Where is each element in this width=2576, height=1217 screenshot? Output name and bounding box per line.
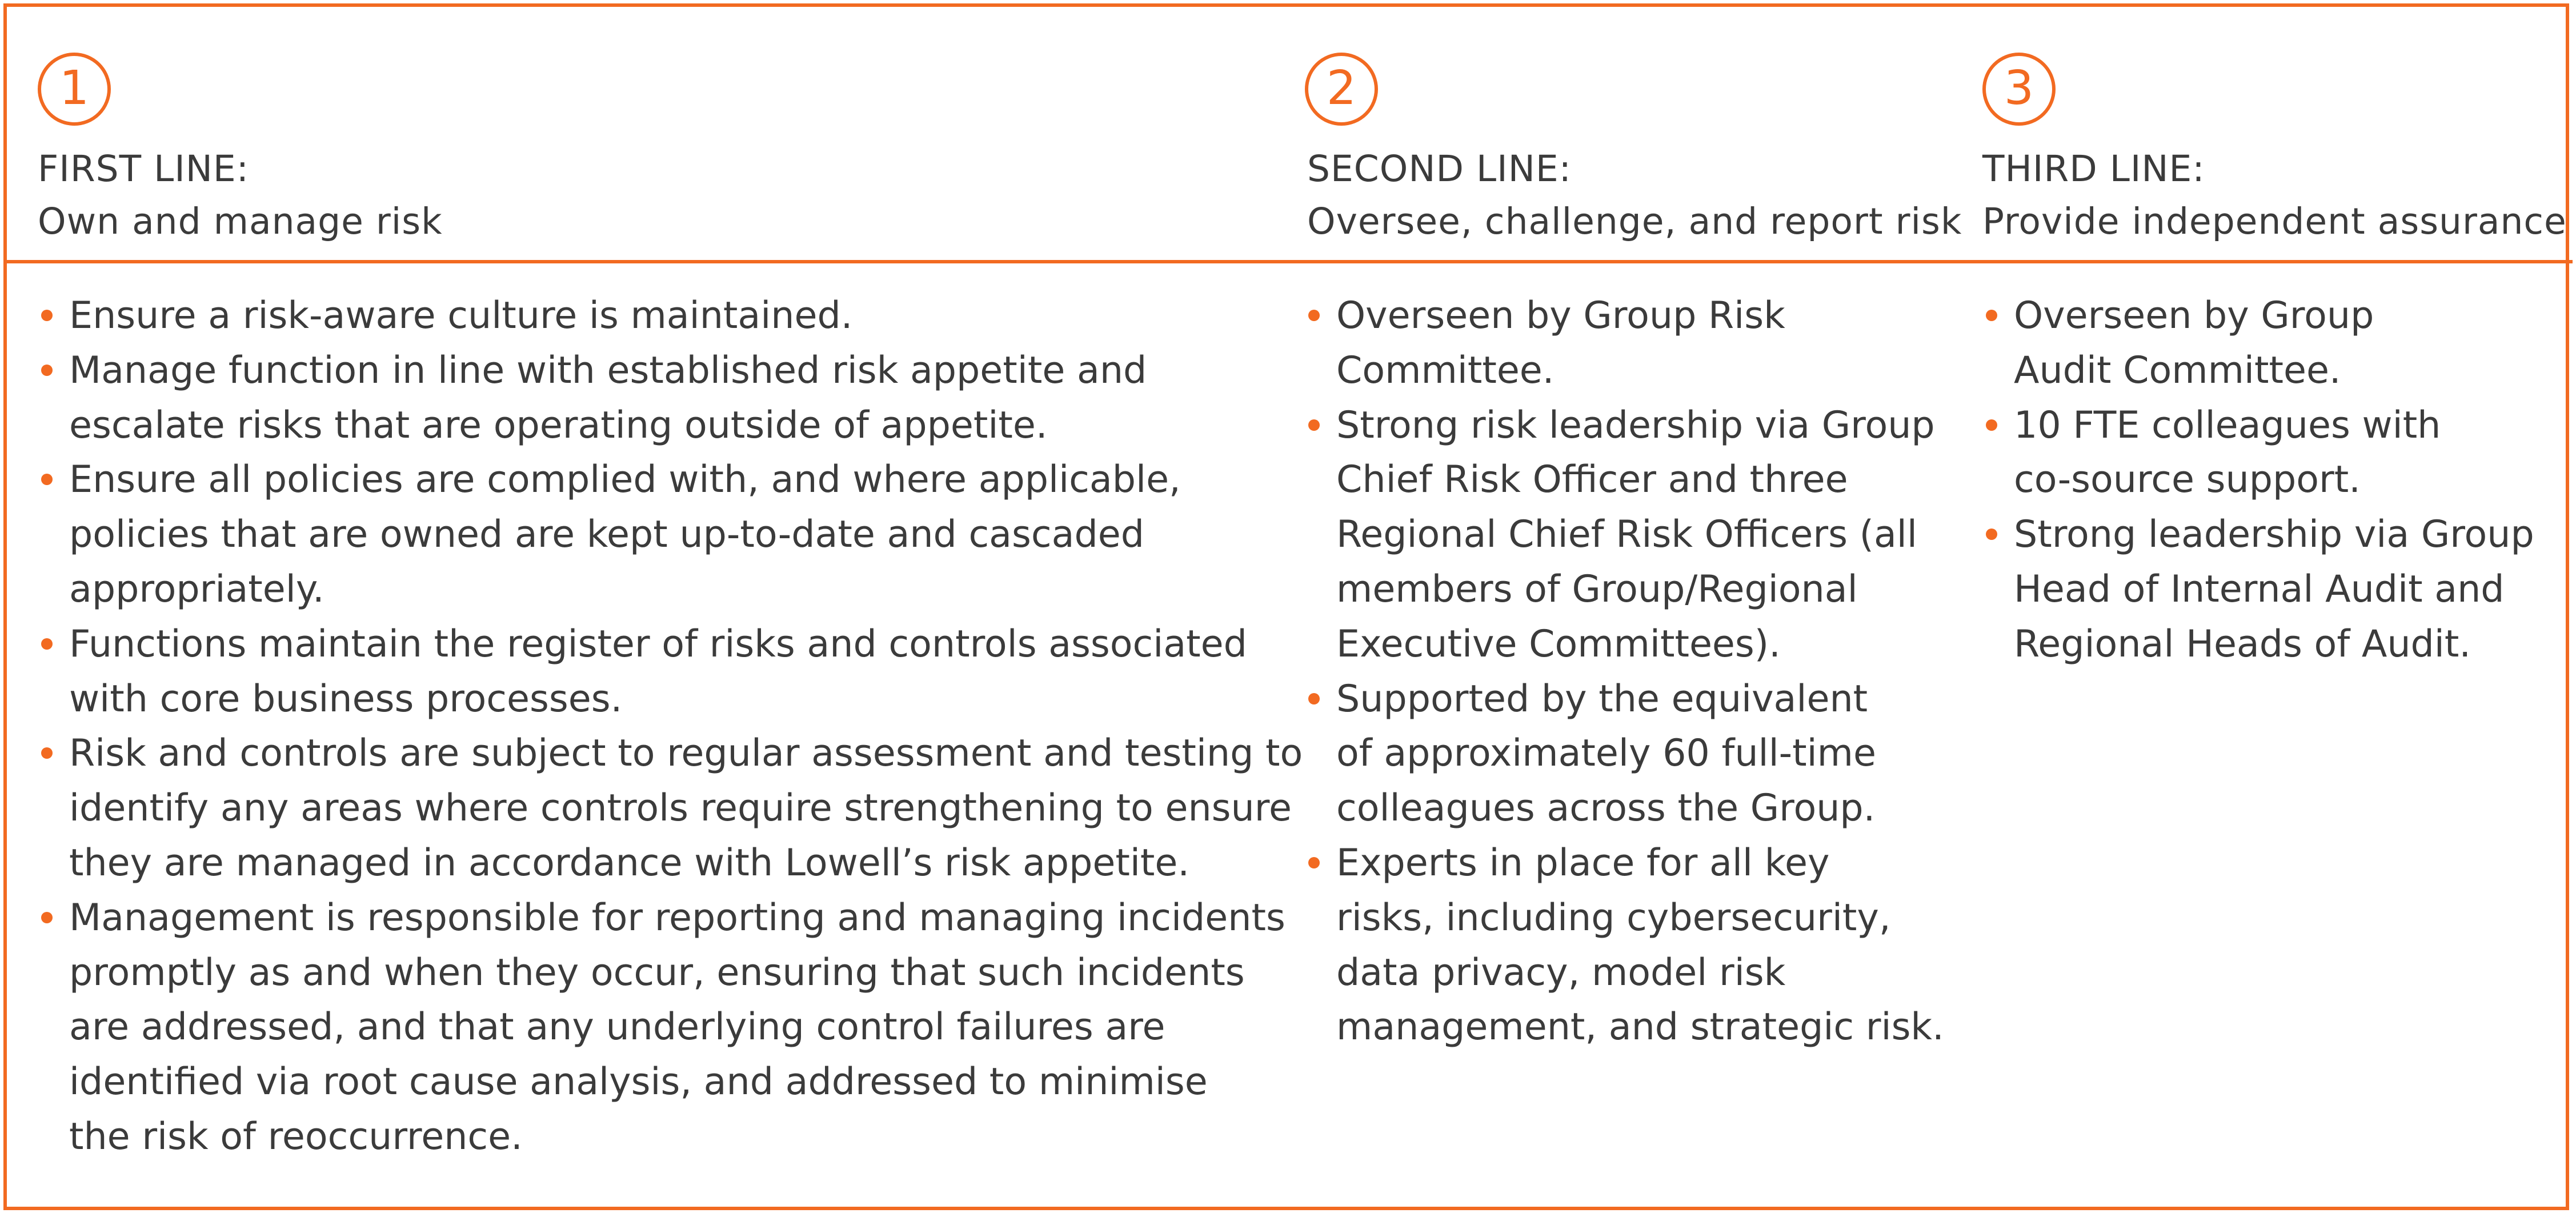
bullet-line: Regional Heads of Audit. (2014, 622, 2471, 666)
bullet-line: risks, including cybersecurity, (1336, 896, 1891, 939)
bullet-line: Manage function in line with established risk appetite and (69, 349, 1147, 392)
bullet-line: Executive Committees). (1336, 622, 1781, 666)
bullet-list (38, 289, 1303, 1164)
bullet-item (1305, 836, 1944, 1055)
column-heading (1307, 143, 1962, 248)
bullet-line: appropriately. (69, 567, 324, 611)
bullet-item (1982, 289, 2534, 398)
bullet-line: Experts in place for all key (1336, 841, 1830, 884)
bullet-line: Risk and controls are subject to regular assessment and testing to (69, 732, 1303, 775)
bullet-line: escalate risks that are operating outside of appetite. (69, 403, 1048, 447)
bullet-line: management, and strategic risk. (1336, 1006, 1944, 1049)
bullet-line: Head of Internal Audit and (2014, 567, 2505, 611)
bullet-line: the risk of reoccurrence. (69, 1115, 523, 1158)
bullet-line: identified via root cause analysis, and addressed to minimise (69, 1060, 1208, 1104)
bullet-item (1305, 672, 1944, 836)
column-heading (38, 143, 443, 248)
bullet-line: Supported by the equivalent (1336, 677, 1868, 720)
bullet-list (1305, 289, 1944, 1055)
bullet-line: identify any areas where controls require strengthening to ensure (69, 787, 1292, 830)
bullet-line: 10 FTE colleagues with (2014, 403, 2441, 447)
number-badge: 1 (38, 53, 111, 126)
bullet-line: colleagues across the Group. (1336, 787, 1876, 830)
bullet-item (38, 891, 1303, 1164)
bullet-line: promptly as and when they occur, ensuring that such incidents (69, 951, 1245, 994)
bullet-line: policies that are owned are kept up-to-date and cascaded (69, 513, 1144, 557)
bullet-line: co-source support. (2014, 458, 2361, 502)
bullet-item (38, 289, 1303, 343)
bullet-line: Overseen by Group Risk (1336, 294, 1785, 337)
bullet-line: data privacy, model risk (1336, 951, 1786, 994)
bullet-line: they are managed in accordance with Lowell’s risk appetite. (69, 841, 1190, 884)
bullet-line: Ensure all policies are complied with, and where applicable, (69, 458, 1181, 502)
column-subtitle: Provide independent assurance (1982, 201, 2567, 242)
bullet-line: Strong leadership via Group (2014, 513, 2534, 557)
bullet-line: Strong risk leadership via Group (1336, 403, 1935, 447)
bullet-item (38, 343, 1303, 453)
bullet-item (38, 453, 1303, 616)
bullet-line: are addressed, and that any underlying control failures are (69, 1006, 1165, 1049)
bullet-line: Overseen by Group (2014, 294, 2374, 337)
column-heading (1982, 143, 2567, 248)
bullet-line: Chief Risk Officer and three (1336, 458, 1848, 502)
header-divider (3, 260, 2573, 263)
number-badge: 2 (1305, 53, 1378, 126)
bullet-line: with core business processes. (69, 677, 623, 720)
bullet-line: of approximately 60 full-time (1336, 732, 1876, 775)
column-title: THIRD LINE: (1982, 148, 2205, 190)
bullet-line: Committee. (1336, 349, 1555, 392)
bullet-item (1982, 507, 2534, 671)
bullet-item (38, 617, 1303, 727)
bullet-item (1305, 398, 1944, 672)
bullet-item (38, 726, 1303, 890)
column-title: SECOND LINE: (1307, 148, 1572, 190)
bullet-line: Audit Committee. (2014, 349, 2341, 392)
bullet-line: Ensure a risk-aware culture is maintained. (69, 294, 853, 337)
bullet-item (1982, 398, 2534, 508)
number-badge: 3 (1982, 53, 2056, 126)
column-subtitle: Own and manage risk (38, 201, 443, 242)
bullet-line: Functions maintain the register of risks and controls associated (69, 622, 1247, 666)
bullet-line: Regional Chief Risk Officers (all (1336, 513, 1917, 557)
bullet-item (1305, 289, 1944, 398)
bullet-list (1982, 289, 2534, 672)
column-subtitle: Oversee, challenge, and report risk (1307, 201, 1962, 242)
column-title: FIRST LINE: (38, 148, 249, 190)
bullet-line: members of Group/Regional (1336, 567, 1858, 611)
bullet-line: Management is responsible for reporting and managing incidents (69, 896, 1285, 939)
